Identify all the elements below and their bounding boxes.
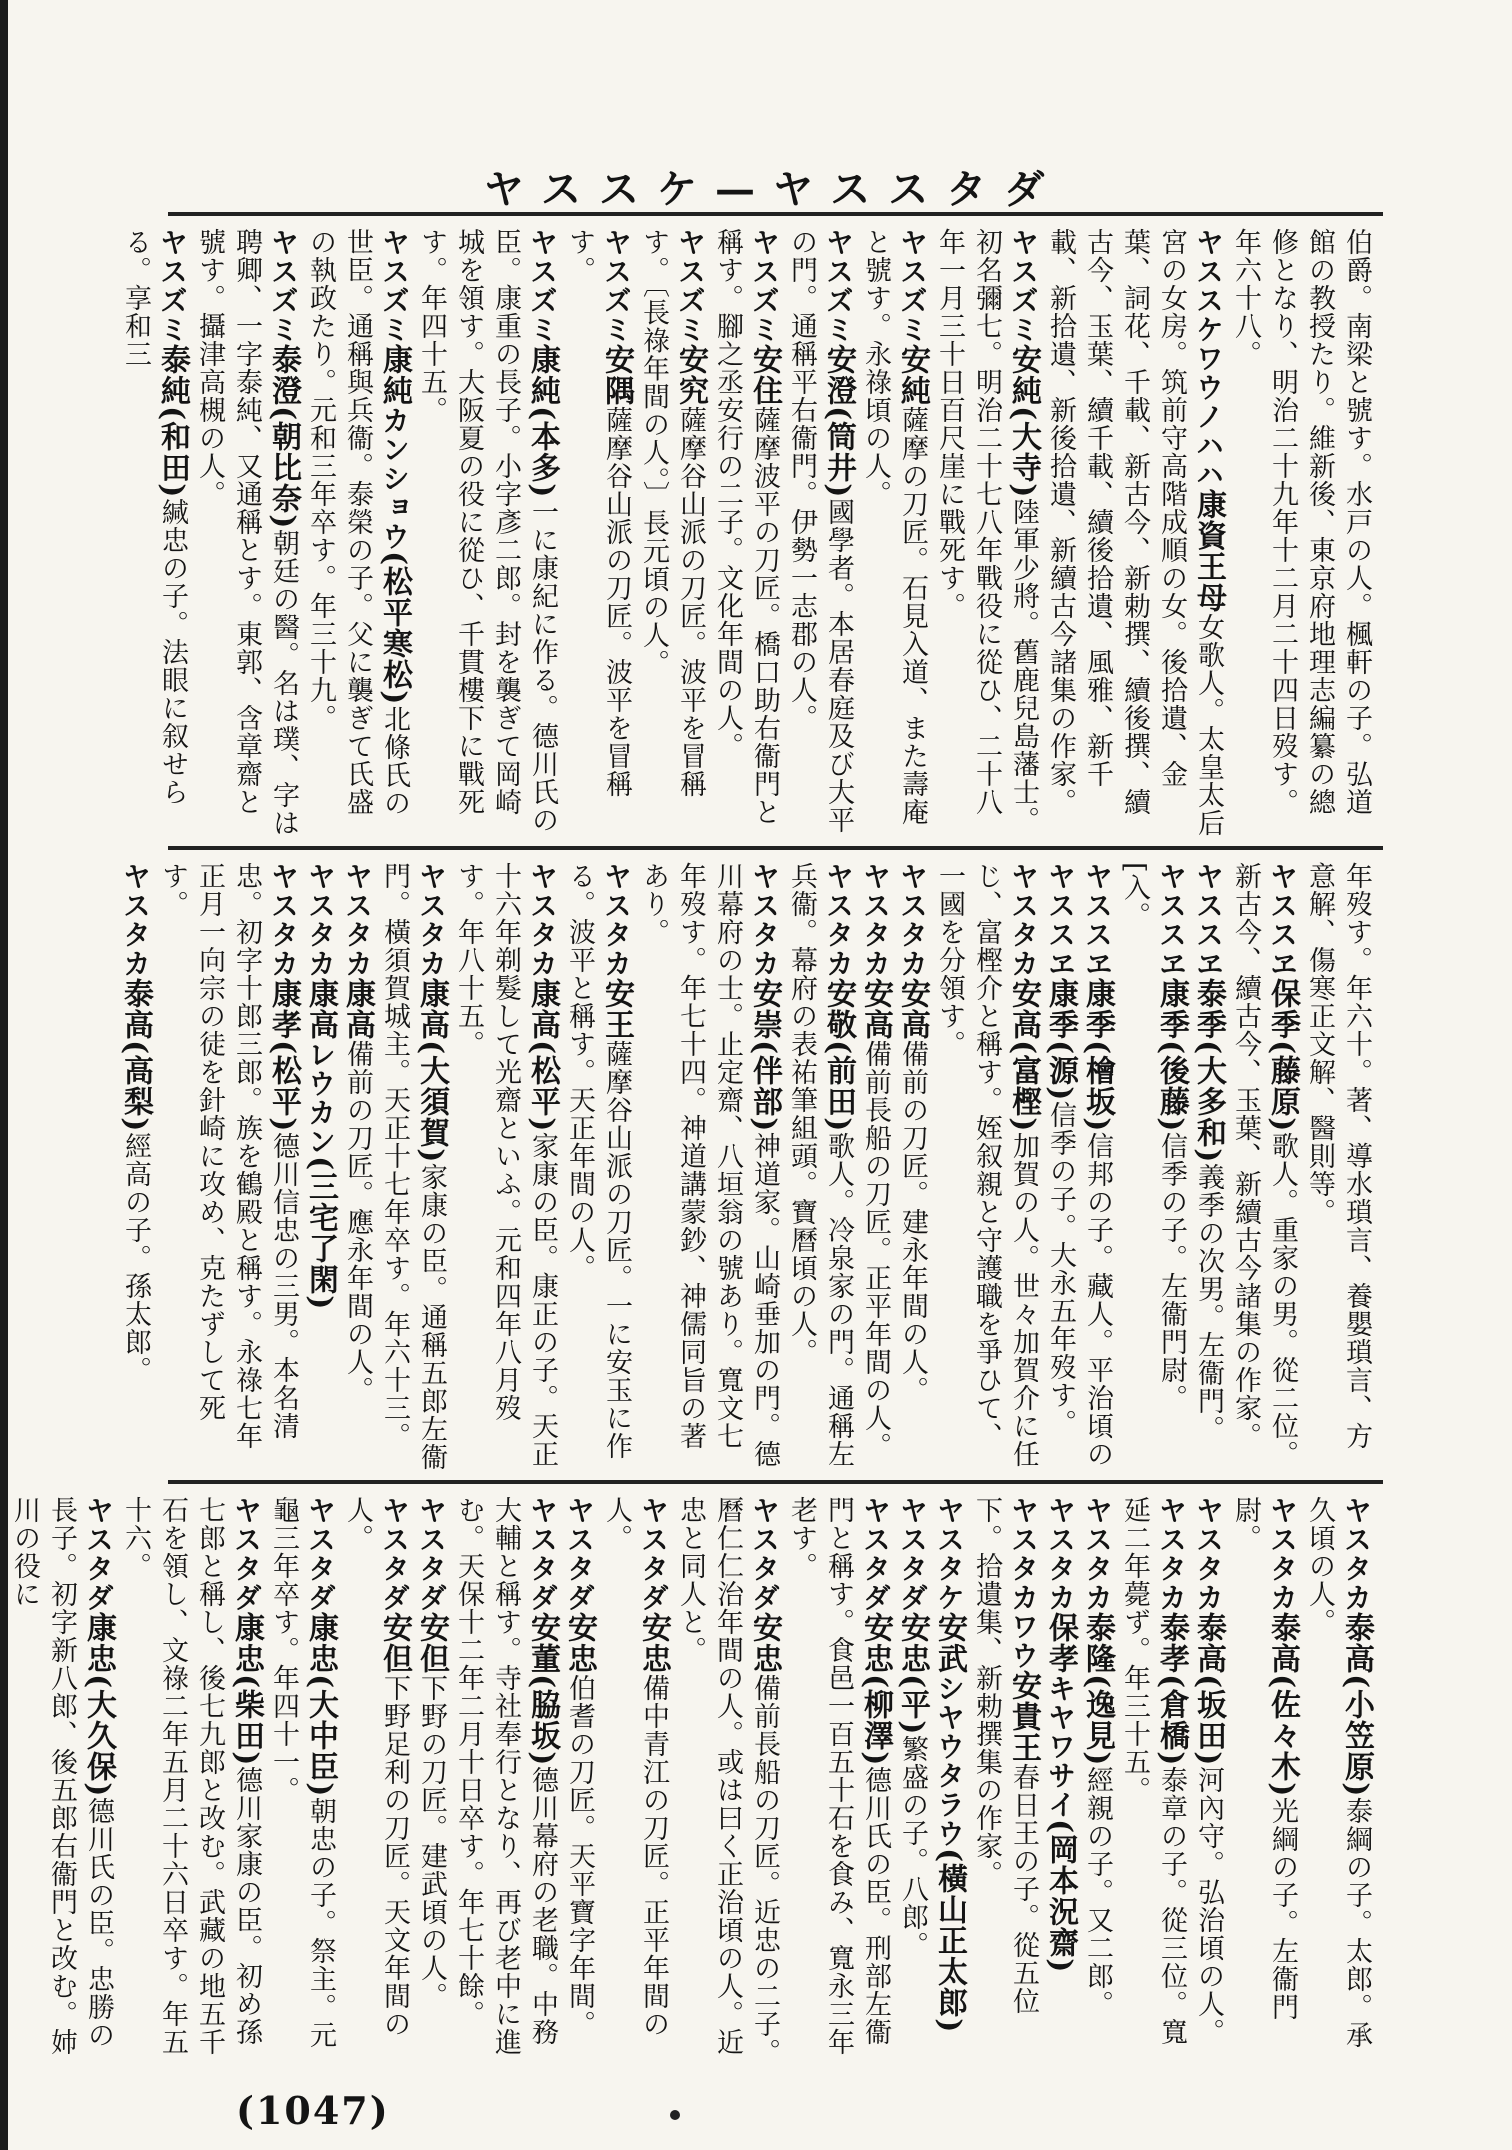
entry-name: 安高 [895,978,930,1040]
entry-text: 歌人。重家の男。從二位。新古今、續古今、玉葉、新續古今諸集の作家。 [1230,862,1298,1469]
entry-headword: ヤスタダ [896,1496,929,1612]
entry-text: 光綱の子。左衞門尉。 [1230,1496,1298,2022]
entry-headword: ヤスズミ [526,228,559,344]
entry-headword: ヤスタカ [748,862,781,978]
running-header: ヤススケ—ヤススタダ [483,166,1063,213]
entry-alias: (岡本況齋) [1043,1819,1078,1974]
entry-name: 康資王母 [1191,489,1226,613]
entry-text: 德川信忠の三男。本名清忠。初字十郎三郎。族を鶴殿と稱す。永祿七年正月一向宗の徒を針崎に攻め、克たずして死す。 [157,862,299,1450]
entry-name: 康忠(大中臣) [303,1612,338,1798]
entry-text: 泰綱の子。太郎。承久頃の人。 [1304,1496,1372,2050]
entry-headword: ヤススケワウノハハ [1192,228,1225,489]
text-block-upper [120,212,1383,846]
entry-headword: ヤススヱ [1266,862,1299,978]
entry-headword: ヤスタダ [378,1496,411,1612]
dictionary-entry [450,1496,561,2066]
entry-text: 薩摩谷山派の刀匠。波平を冒稱す。 [564,228,632,798]
entry-text: 備前の刀匠。建永年間の人。 [897,1040,928,1404]
entry-text: 伯耆の刀匠。天平寶字年間。 [564,1674,595,2038]
dictionary-entry [376,862,450,1472]
page-number: (1047) [236,2088,390,2133]
entry-name: 泰高(小笠原) [1339,1612,1374,1798]
dictionary-entry [339,862,376,1472]
entry-name: 安純 [895,344,930,406]
dictionary-entry [154,862,302,1472]
entry-headword: ヤスズミ [896,228,929,344]
entry-text: 德川氏の臣。忠勝の長子。初字新八郎、後五郎右衞門と改む。姉川の役に [9,1496,114,2056]
dictionary-entry [450,862,561,1472]
entry-text: 薩摩谷山派の刀匠。波平を冒稱す。〔長祿年間の人。〕長元頃の人。 [638,228,706,798]
entry-name: 安王 [599,978,634,1040]
entry-text: 北條氏の世臣。通稱與兵衞。泰榮の子。父に襲ぎて氏盛の執政たり。元和三年卒す。年三十九。 [305,228,410,818]
dictionary-entry [413,1496,450,2066]
entry-name: 康孝(松平) [266,978,301,1133]
entry-text: 德川幕府の老職。中務大輔と稱す。寺社奉行となり、再び老中に進む。天保十二年二月十日卒す。年七十餘。 [453,1496,558,2056]
entry-name: 安忠(平) [895,1612,930,1736]
text-block-lower [9,1480,1383,2074]
entry-headword: ヤススヱ [1044,862,1077,978]
entry-text: 年歿す。年六十。著、導水瑣言、養嬰瑣言、方意解、傷寒正文解、醫則等。 [1304,862,1372,1450]
entry-headword: ヤスタカ [1192,1496,1225,1612]
entry-text: 信季の子。大永五年歿す。 [1045,1101,1076,1438]
entry-text: 備前の刀匠。應永年間の人。 [342,1040,373,1404]
entry-name: 康高(大須賀) [414,978,449,1164]
entry-name: 安崇(伴部) [747,978,782,1133]
entry-name: 泰高(高梨) [118,978,153,1133]
entry-name: 安武 [932,1612,967,1674]
dictionary-entry [265,1496,339,2066]
entry-headword: ヤススヱ [1081,862,1114,978]
dictionary-entry [709,228,783,838]
entry-text: 緘忠の子。法眼に叙せらる。享和三 [120,228,188,807]
dictionary-entry [1042,862,1079,1472]
entry-name: 安忠 [747,1612,782,1674]
entry-text: 加賀の人。世々加賀介に任じ、富樫介と稱す。姪叙親と守護職を爭ひて、一國を分領す。 [934,862,1039,1469]
entry-headword: ヤスタダ [563,1496,596,1612]
dictionary-entry [561,862,635,1472]
entry-headword: ヤスタカ [896,862,929,978]
entry-name: 泰隆(逸見) [1080,1612,1115,1767]
entry-name: 泰純(和田) [155,344,190,499]
entry-text: 家康の臣。通稱五郎左衞門。橫須賀城主。天正十七年卒す。年六十三。 [379,862,447,1472]
dictionary-entry [1042,1496,1079,2066]
entry-headword: ヤスズミ [674,228,707,344]
entry-headword: ヤスタカ [341,862,374,978]
entry-headword: ヤスタカワウ [1007,1496,1040,1670]
entry-reading: キヤワサイ [1044,1674,1077,1819]
entry-text: 一に康紀に作る。德川氏の臣。康重の長子。小字彥二郎。封を襲ぎて岡崎城を領す。大阪夏の役に從ひ、千貫樓下に戰死す。年四十五。 [416,228,558,835]
entry-name: 安忠 [562,1612,597,1674]
dictionary-entry [1116,862,1190,1472]
entry-text: 家康の臣。康正の子。天正十六年剃髮して光齋といふ。元和四年八月歿す。年八十五。 [453,862,558,1469]
dictionary-entry [1042,228,1227,838]
entry-text: 春日王の子。從五位下。拾遺集、新勅撰集の作家。 [971,1496,1039,2015]
entry-reading: カンショウ [378,406,411,551]
entry-name: 康季(檜坂) [1080,978,1115,1133]
entry-headword: ヤスタケ [933,1496,966,1612]
entry-name: 安貴王 [1006,1670,1041,1763]
entry-headword: ヤスタダ [859,1496,892,1612]
entry-text: 國學者。本居春庭及び大平の門。通稱平右衞門。伊勢一志郡の人。 [786,228,854,835]
entry-headword: ヤススヱ [1192,862,1225,978]
entry-text: 備前長船の刀匠。近忠の二子。曆仁仁治年間の人。或は曰く正治頃の人。近忠と同人と。 [675,1496,780,2066]
entry-headword: ヤスタカ [859,862,892,978]
entry-name: 康高 [340,978,375,1040]
entry-text: 薩摩波平の刀匠。橋口助右衞門と稱す。腳之丞安行の二子。文化年間の人。 [712,228,780,826]
dictionary-entry [635,862,783,1472]
entry-headword: ヤスタカ [1081,1496,1114,1612]
entry-text: 下野の刀匠。建武頃の人。 [416,1674,447,2010]
entry-text: 繁盛の子。八郎。 [897,1735,928,1960]
entry-headword: ヤスタカ [526,862,559,978]
entry-headword: ヤスタダ [415,1496,448,1612]
dictionary-entry [783,862,857,1472]
entry-headword: ヤスタダ [637,1496,670,1612]
dictionary-entry [783,1496,894,2066]
dictionary-entry [561,1496,598,2066]
dictionary-entry [672,1496,783,2066]
dictionary-entry [931,862,1042,1472]
dictionary-entry [117,1496,265,2066]
entry-headword: ヤスタダ [230,1496,263,1612]
dictionary-entry [1227,862,1301,1472]
entry-name: 安高(富樫) [1006,978,1041,1133]
entry-text: 伯爵。南梁と號す。水戸の人。楓軒の子。弘道館の教授たり。維新後、東京府地理志編纂の總修となり、明治二十九年十二月二十四日歿す。年六十八。 [1230,228,1372,816]
entry-alias: (三宅了閑) [303,1156,338,1311]
dictionary-entry [635,228,709,838]
entry-headword: ヤスタダ [82,1496,115,1612]
entry-headword: ヤスタカ [1007,862,1040,978]
entry-name: 康忠(大久保) [81,1612,116,1798]
entry-headword: ヤスタカ [1340,1496,1373,1612]
entry-text: 備前長船の刀匠。正平年間の人。 [860,1040,891,1460]
entry-alias: (松平寒松) [377,551,412,706]
entry-headword: ヤスタカ [600,862,633,978]
entry-headword: ヤスズミ [822,228,855,344]
dictionary-entry [1116,1496,1190,2066]
entry-name: 泰高(坂田) [1191,1612,1226,1767]
dictionary-entry [117,228,191,838]
dictionary-entry [894,1496,931,2066]
dictionary-entry [339,1496,413,2066]
entry-text: 義季の次男。左衞門。 [1193,1163,1224,1444]
entry-name: 康高(松平) [525,978,560,1133]
entry-headword: ヤスタカ [119,862,152,978]
entry-name: 安忠 [636,1612,671,1674]
dictionary-entry [857,862,894,1472]
entry-headword: ヤスタカ [1266,1496,1299,1612]
entry-headword: ヤスタカ [1044,1496,1077,1612]
entry-headword: ヤスタカ [267,862,300,978]
dictionary-entry [191,228,302,838]
dictionary-entry [1190,862,1227,1472]
entry-text: 信季の子。左衞門尉。[入。 [1119,862,1187,1413]
dictionary-entry [783,228,857,838]
entry-name: 安住 [747,344,782,406]
dictionary-entry [1079,1496,1116,2066]
entry-headword: ヤスタダ [526,1496,559,1612]
entry-name: 安澄(筒井) [821,344,856,499]
entry-headword: ヤスタカ [304,862,337,978]
entry-name: 康高 [303,978,338,1040]
entry-headword: ヤスズミ [156,228,189,344]
entry-headword: ヤススヱ [1155,862,1188,978]
entry-name: 泰高(佐々木) [1265,1612,1300,1798]
dictionary-entry [598,1496,672,2066]
entry-name: 安純(大寺) [1006,344,1041,499]
dictionary-entry [857,228,931,838]
entry-text: 備中青江の刀匠。正平年間の人。 [601,1496,669,2038]
entry-name: 泰澄(朝比奈) [266,344,301,530]
dictionary-entry [302,862,339,1472]
entry-text: 薩摩の刀匠。石見入道、また壽庵と號す。永祿頃の人。 [860,228,928,826]
ink-dot [670,2110,680,2120]
entry-name: 康純(本多) [525,344,560,499]
entry-headword: ヤスズミ [600,228,633,344]
dictionary-entry [6,1496,117,2066]
entry-alias: (橫山正太郎) [932,1848,967,2034]
dictionary-entry [1190,1496,1227,2066]
dictionary-entry [302,228,413,838]
entry-name: 安但 [414,1612,449,1674]
entry-text: 信邦の子。藏人。平治頃の [1082,1132,1113,1469]
dictionary-entry [1079,862,1116,1472]
dictionary-entry [1301,862,1375,1472]
entry-headword: ヤスズミ [378,228,411,344]
entry-headword: ヤスタカ [415,862,448,978]
dictionary-entry [894,862,931,1472]
entry-headword: ヤスタダ [748,1496,781,1612]
entry-text: 女歌人。太皇太后宮の女房。筑前守高階成順の女。後拾遺、金葉、詞花、千載、新古今、新勅撰、續後撰、續古今、玉葉、續千載、續後拾遺、風雅、新千載、新拾遺、新後拾遺、新續古今諸集の作家。 [1045,228,1224,837]
entry-name: 安董(脇坂) [525,1612,560,1767]
entry-text: 德川氏の臣。刑部左衞門と稱す。食邑一百五十石を食み、寬永三年老す。 [786,1496,891,2056]
entry-name: 安隅 [599,344,634,406]
entry-text: 陸軍少將。舊鹿兒島藩士。初名彌七。明治二十七八年戰役に從ひ、二十八年一月三十日百尺崖に戰死す。 [934,228,1039,835]
entry-name: 安但 [377,1612,412,1674]
entry-name: 康季(後藤) [1154,978,1189,1133]
entry-reading: シヤウタラウ [933,1674,966,1848]
entry-headword: ヤスタダ [304,1496,337,1612]
dictionary-entry [931,1496,968,2066]
text-block-middle [118,846,1383,1480]
entry-headword: ヤスタカ [822,862,855,978]
dictionary-entry [1227,228,1375,838]
entry-text: 德川家康の臣。初め孫七郎と稱し、後七九郎と改む。武藏の地五千石を領し、文祿二年五月二十六日卒す。年五十六。 [120,1496,262,2056]
entry-text: 歌人。冷泉家の門。通稱左兵衞。幕府の表祐筆組頭。寶曆頃の人。 [786,862,854,1469]
entry-text: 神道家。山崎垂加の門。德川幕府の士。止定齋、八垣翁の號あり。寬文七年歿す。年七十四。神道講蒙鈔、神儒同旨の著あり。 [638,862,780,1469]
entry-text: 河內守。弘治頃の人。 [1193,1766,1224,2047]
entry-text: 經親の子。又二郎。 [1082,1766,1113,2019]
entry-text: 下野足利の刀匠。天文年間の人。 [342,1496,410,2038]
dictionary-entry [561,228,635,838]
entry-text: 朝忠の子。祭主。元龜三年卒す。年四十一。 [268,1496,336,2050]
entry-name: 泰孝(倉橋) [1154,1612,1189,1767]
entry-name: 泰季(大多和) [1191,978,1226,1164]
entry-name: 安忠(柳澤) [858,1612,893,1767]
entry-headword: ヤスズミ [267,228,300,344]
dictionary-entry [413,228,561,838]
entry-name: 保孝 [1043,1612,1078,1674]
entry-name: 安敬(前田) [821,978,856,1133]
entry-name: 康季(源) [1043,978,1078,1102]
entry-columns [9,1496,1375,2066]
entry-columns [118,862,1375,1472]
dictionary-entry [968,1496,1042,2066]
entry-text: 經高の子。孫太郎。 [120,1132,151,1385]
dictionary-entry [1301,1496,1375,2066]
dictionary-entry [1227,1496,1301,2066]
entry-reading: レウカン [304,1040,337,1156]
entry-name: 康純 [377,344,412,406]
dictionary-entry [117,862,154,1472]
entry-text: 朝廷の醫。名は璞、字は聘卿、一字泰純、又通稱とす。東郭、含章齋と號す。攝津高槻の人。 [194,228,299,838]
entry-text: 泰章の子。從三位。寬延二年薨ず。年三十五。 [1119,1496,1187,2047]
entry-name: 安究 [673,344,708,406]
entry-text: 薩摩谷山派の刀匠。一に安玉に作る。波平と稱す。天正年間の人。 [564,862,632,1460]
entry-name: 康忠(柴田) [229,1612,264,1767]
entry-columns [120,228,1375,838]
entry-headword: ヤスズミ [1007,228,1040,344]
dictionary-entry [931,228,1042,838]
entry-name: 安高 [858,978,893,1040]
entry-headword: ヤスズミ [748,228,781,344]
entry-name: 保季(藤原) [1265,978,1300,1133]
entry-headword: ヤスタカ [1155,1496,1188,1612]
dictionary-page [8,0,1512,2150]
